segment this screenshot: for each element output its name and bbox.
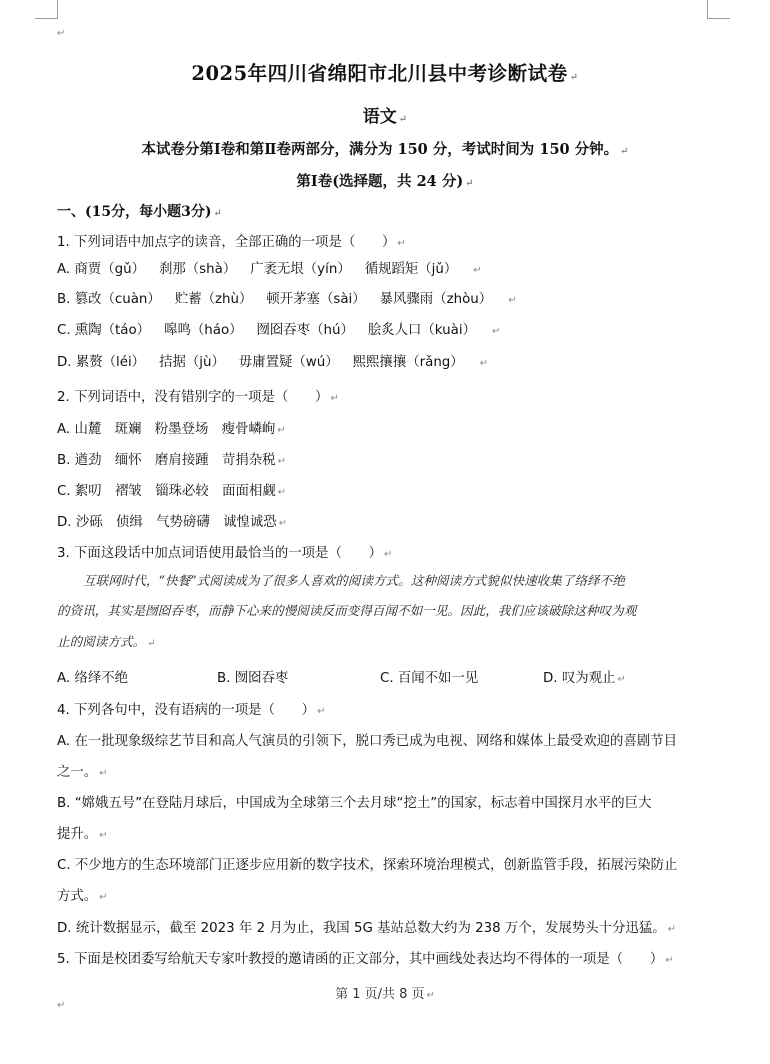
paragraph-mark: ↵ [57, 28, 66, 39]
q4-option-b-line1: B. “嫦娥五号”在登陆月球后，中国成为全球第三个去月球“挖土”的国家，标志着中国探月水平的巨大 [57, 796, 652, 811]
q3-choice-d: D. 叹为观止 ↵ [543, 671, 626, 686]
q1-option-a: A. 商贾（gǔ） 刹那（shà） 广袤无垠（yín） 循规蹈矩（jǔ） ↵ [57, 262, 482, 277]
subject-title: 语文 ↵ [362, 107, 408, 127]
q3-choice-b: B. 囫囵吞枣 [217, 671, 289, 686]
q5-stem: 5. 下面是校团委写给航天专家叶教授的邀请函的正文部分，其中画线处表达均不得体的一项是（ ） ↵ [57, 952, 674, 967]
exam-intro: 本试卷分第Ⅰ卷和第Ⅱ卷两部分，满分为 150 分，考试时间为 150 分钟。 ↵ [141, 141, 629, 158]
q2-option-a: A. 山麓 斑斓 粉墨登场 瘦骨嶙峋 ↵ [57, 422, 286, 437]
q4-option-d: D. 统计数据显示，截至 2023 年 2 月为止，我国 5G 基站总数大约为 238 万个，发展势头十分迅猛。 ↵ [57, 921, 676, 936]
q1-stem: 1. 下列词语中加点字的读音，全部正确的一项是（ ） ↵ [57, 235, 406, 250]
q3-passage-2 [57, 596, 707, 626]
q4-option-a-line2: 之一。 ↵ [57, 765, 108, 780]
part-one-heading: 第Ⅰ卷(选择题，共 24 分) ↵ [296, 173, 474, 190]
q1-option-b: B. 篡改（cuàn） 贮蓄（zhù） 顿开茅塞（sài） 暴风骤雨（zhòu） ↵ [57, 292, 517, 307]
q3-choice-c: C. 百闻不如一见 [380, 671, 479, 686]
paragraph-mark-bottom: ↵ [57, 1000, 66, 1011]
section-heading: 一、(15分，每小题3分) ↵ [57, 204, 222, 220]
q3-passage [57, 566, 707, 596]
q3-passage-line-2: 的资讯，其实是囫囵吞枣，而静下心来的慢阅读反而变得百闻不如一见。因此，我们应该破除这种叹为观 [57, 603, 637, 618]
q2-stem: 2. 下列词语中，没有错别字的一项是（ ） ↵ [57, 390, 339, 405]
exam-title: 2025年四川省绵阳市北川县中考诊断试卷 ↵ [191, 62, 579, 85]
q3-passage-line-1: 互联网时代，“快餐”式阅读成为了很多人喜欢的阅读方式。这种阅读方式貌似快速收集了络绎不绝 [83, 573, 625, 588]
q2-option-b: B. 遒劲 缅怀 磨肩接踵 苛捐杂税 ↵ [57, 453, 286, 468]
q3-passage-3 [57, 627, 707, 659]
q4-option-c-line2: 方式。 ↵ [57, 889, 108, 904]
q2-option-c: C. 絮叨 褶皱 锱珠必较 面面相觑 ↵ [57, 484, 287, 499]
page-footer: 第 1 页/共 8 页 ↵ [335, 987, 435, 1002]
q3-passage-line-3: 止的阅读方式。 ↵ [57, 634, 156, 649]
q1-option-c: C. 熏陶（táo） 嗥鸣（háo） 囫囵吞枣（hú） 脍炙人口（kuài） ↵ [57, 323, 501, 338]
q4-option-c-line1: C. 不少地方的生态环境部门正逐步应用新的数字技术，探索环境治理模式，创新监管手段，拓展污染防止 [57, 858, 678, 873]
q2-option-d: D. 沙砾 侦缉 气势磅礴 诚惶诚恐 ↵ [57, 515, 288, 530]
crop-mark-top-left [35, 0, 58, 19]
crop-mark-top-right [707, 0, 730, 19]
q4-option-a-line1: A. 在一批现象级综艺节目和高人气演员的引领下，脱口秀已成为电视、网络和媒体上最受欢迎的喜剧节目 [57, 734, 678, 749]
q3-stem: 3. 下面这段话中加点词语使用最恰当的一项是（ ） ↵ [57, 546, 393, 561]
q4-option-b-line2: 提升。 ↵ [57, 827, 108, 842]
q1-option-d: D. 累赘（léi） 拮据（jù） 毋庸置疑（wú） 熙熙攘攘（rǎng） ↵ [57, 355, 489, 370]
q4-stem: 4. 下列各句中，没有语病的一项是（ ） ↵ [57, 703, 326, 718]
q3-choice-a: A. 络绎不绝 [57, 671, 128, 686]
